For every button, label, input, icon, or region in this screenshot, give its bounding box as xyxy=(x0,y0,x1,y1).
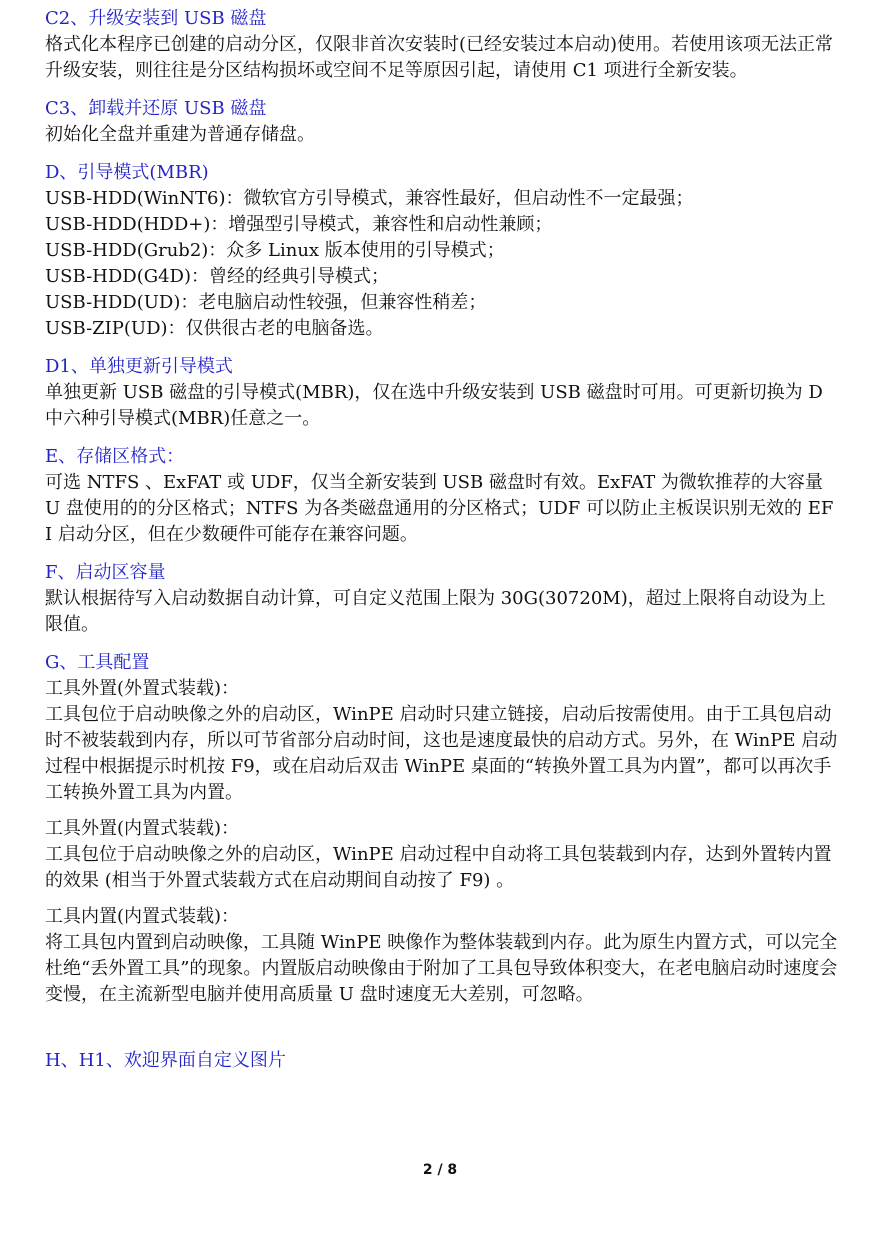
tool-option-body: 将工具包内置到启动映像，工具随 WinPE 映像作为整体装载到内存。此为原生内置方式，可以完全杜绝“丢外置工具”的现象。内置版启动映像由于附加了工具包导致体积变大，在老电脑启动时速度会变慢，在主流新型电脑并使用高质量 U 盘时速度无大差别，可忽略。 xyxy=(45,932,838,1005)
section-heading-c3: C3、卸载并还原 USB 磁盘 xyxy=(45,98,267,119)
section-c3 xyxy=(45,96,840,148)
section-body-f: 默认根据待写入启动数据自动计算，可自定义范围上限为 30G(30720M)，超过上限将自动设为上限值。 xyxy=(45,588,826,635)
section-d xyxy=(45,160,840,342)
section-c2 xyxy=(45,6,840,84)
section-body-d1: 单独更新 USB 磁盘的引导模式(MBR)，仅在选中升级安装到 USB 磁盘时可用。可更新切换为 D 中六种引导模式(MBR)任意之一。 xyxy=(45,382,823,429)
section-heading-d1: D1、单独更新引导模式 xyxy=(45,356,233,377)
tool-option-title: 工具外置(外置式装载)： xyxy=(45,678,240,699)
section-h xyxy=(45,1048,840,1074)
section-e xyxy=(45,444,840,548)
boot-mode-line: USB-HDD(WinNT6)：微软官方引导模式，兼容性最好，但启动性不一定最强； xyxy=(45,188,694,209)
boot-mode-line: USB-HDD(Grub2)：众多 Linux 版本使用的引导模式； xyxy=(45,240,505,261)
section-heading-f: F、启动区容量 xyxy=(45,562,166,583)
section-g xyxy=(45,650,840,1008)
section-body-e: 可选 NTFS 、ExFAT 或 UDF，仅当全新安装到 USB 磁盘时有效。ExFAT 为微软推荐的大容量 U 盘使用的的分区格式；NTFS 为各类磁盘通用的分区格式；UDF 可以防止主板误识别无效的 EFI 启动分区，但在少数硬件可能存在兼容问题。 xyxy=(45,472,834,545)
tool-option-title: 工具外置(内置式装载)： xyxy=(45,818,240,839)
boot-mode-line: USB-ZIP(UD)：仅供很古老的电脑备选。 xyxy=(45,318,384,339)
tool-option-body: 工具包位于启动映像之外的启动区，WinPE 启动过程中自动将工具包装载到内存，达到外置转内置的效果 (相当于外置式装载方式在启动期间自动按了 F9) 。 xyxy=(45,844,832,891)
section-heading-c2: C2、升级安装到 USB 磁盘 xyxy=(45,8,267,29)
boot-mode-line: USB-HDD(UD)：老电脑启动性较强，但兼容性稍差； xyxy=(45,292,487,313)
section-heading-h: H、H1、欢迎界面自定义图片 xyxy=(45,1050,286,1071)
document-page xyxy=(45,6,840,1074)
page-number: 2 / 8 xyxy=(422,1162,458,1178)
tool-option-title: 工具内置(内置式装载)： xyxy=(45,906,240,927)
section-body-c2: 格式化本程序已创建的启动分区，仅限非首次安装时(已经安装过本启动)使用。若使用该项无法正常升级安装，则往往是分区结构损坏或空间不足等原因引起，请使用 C1 项进行全新安装。 xyxy=(45,34,834,81)
section-f xyxy=(45,560,840,638)
section-body-c3: 初始化全盘并重建为普通存储盘。 xyxy=(45,124,315,145)
section-d1 xyxy=(45,354,840,432)
boot-mode-line: USB-HDD(G4D)：曾经的经典引导模式； xyxy=(45,266,390,287)
section-heading-d: D、引导模式(MBR) xyxy=(45,162,209,183)
section-heading-e: E、存储区格式： xyxy=(45,446,185,467)
boot-mode-line: USB-HDD(HDD+)：增强型引导模式，兼容性和启动性兼顾； xyxy=(45,214,553,235)
tool-option-body: 工具包位于启动映像之外的启动区，WinPE 启动时只建立链接，启动后按需使用。由于工具包启动时不被装载到内存，所以可节省部分启动时间，这也是速度最快的启动方式。另外，在 WinPE 启动过程中根据提示时机按 F9，或在启动后双击 WinPE 桌面的“转换外置工具为内置”，都可以再次手工转换外置工具为内置。 xyxy=(45,704,838,803)
section-heading-g: G、工具配置 xyxy=(45,652,150,673)
